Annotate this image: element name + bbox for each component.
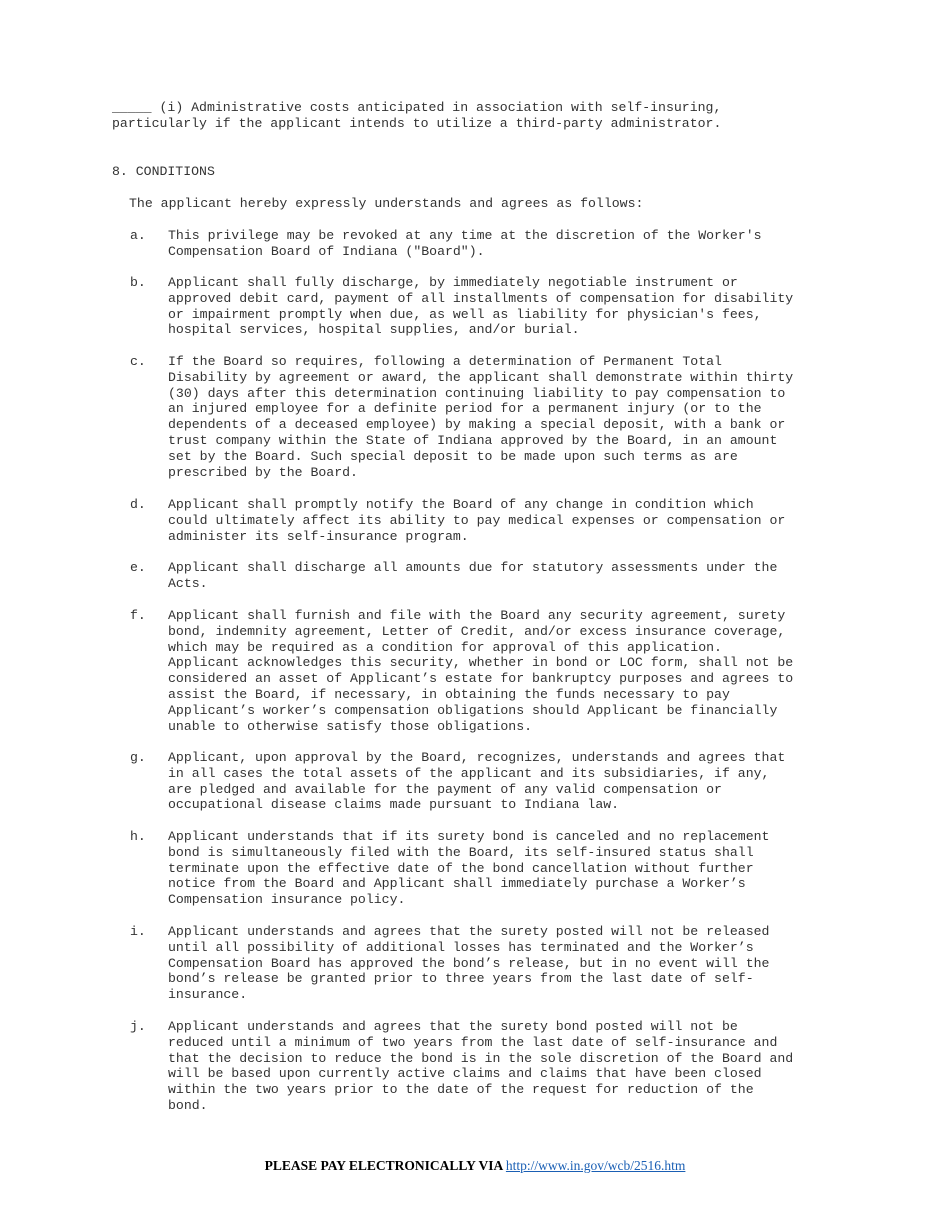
payment-link[interactable]: http://www.in.gov/wcb/2516.htm [505,1158,686,1173]
condition-label: d. [130,497,146,512]
condition-label: c. [130,354,146,369]
footer-text: PLEASE PAY ELECTRONICALLY VIA [264,1158,506,1173]
condition-label: j. [130,1019,146,1034]
condition-text: Applicant understands and agrees that the surety posted will not be released until all possibility of additional losses has terminated and the Worker’s Compensation Board has approved the bond’s release, but in no event will the bond’s release be granted prior to three years from the last date of self- insurance. [168,924,770,1003]
condition-label: f. [130,608,146,623]
condition-text: Applicant shall fully discharge, by immediately negotiable instrument or approved debit card, payment of all installments of compensation for disability or impairment promptly when due, as well as liability for physician's fees, hospital services, hospital supplies, and/or burial. [168,275,794,338]
section-intro: The applicant hereby expressly understands and agrees as follows: [129,196,644,211]
condition-text: Applicant shall furnish and file with the Board any security agreement, surety bond, indemnity agreement, Letter of Credit, and/or excess insurance coverage, which may be required as a condition for approval of this application. Applicant acknowledges this security, whether in bond or LOC form, shall not be considered an asset of Applicant’s estate for bankruptcy purposes and agrees to assist the Board, if necessary, in obtaining the funds necessary to pay Applicant’s worker’s compensation obligations should Applicant be financially unable to otherwise satisfy those obligations. [168,608,794,734]
condition-text: Applicant understands that if its surety bond is canceled and no replacement bond is simultaneously filed with the Board, its self-insured status shall terminate upon the effective date of the bond cancellation without further notice from the Board and Applicant shall immediately purchase a Worker’s Compensation insurance policy. [168,829,770,908]
item-i-line-1: (i) Administrative costs anticipated in association with self-insuring, [151,100,722,115]
condition-text: If the Board so requires, following a determination of Permanent Total Disability by agreement or award, the applicant shall demonstrate within thirty (30) days after this determination continuing liability to pay compensation to an injured employee for a definite period for a permanent injury (or to the dependents of a deceased employee) by making a special deposit, with a bank or trust company within the State of Indiana approved by the Board, in an amount set by the Board. Such special deposit to be made upon such terms as are prescribed by the Board. [168,354,794,480]
item-i-paragraph [112,100,721,132]
condition-label: a. [130,228,146,243]
condition-text: Applicant, upon approval by the Board, recognizes, understands and agrees that in all cases the total assets of the applicant and its subsidiaries, if any, are pledged and available for the payment of any valid compensation or occupational disease claims made pursuant to Indiana law. [168,750,786,813]
condition-text: This privilege may be revoked at any time at the discretion of the Worker's Compensation Board of Indiana ("Board"). [168,228,762,259]
condition-label: e. [130,560,146,575]
condition-text: Applicant shall promptly notify the Board of any change in condition which could ultimately affect its ability to pay medical expenses or compensation or administer its self-insurance program. [168,497,786,544]
condition-label: g. [130,750,146,765]
condition-text: Applicant understands and agrees that the surety bond posted will not be reduced until a minimum of two years from the last date of self-insurance and that the decision to reduce the bond is in the sole discretion of the Board and will be based upon currently active claims and claims that have been closed within the two years prior to the date of the request for reduction of the bond. [168,1019,794,1113]
payment-footer [0,1158,950,1174]
condition-label: i. [130,924,146,939]
condition-label: h. [130,829,146,844]
condition-text: Applicant shall discharge all amounts due for statutory assessments under the Acts. [168,560,778,591]
section-heading: 8. CONDITIONS [112,164,215,179]
item-i-line-2: particularly if the applicant intends to utilize a third-party administrator. [112,115,722,131]
condition-label: b. [130,275,146,290]
blank-line[interactable]: _____ [112,100,152,115]
